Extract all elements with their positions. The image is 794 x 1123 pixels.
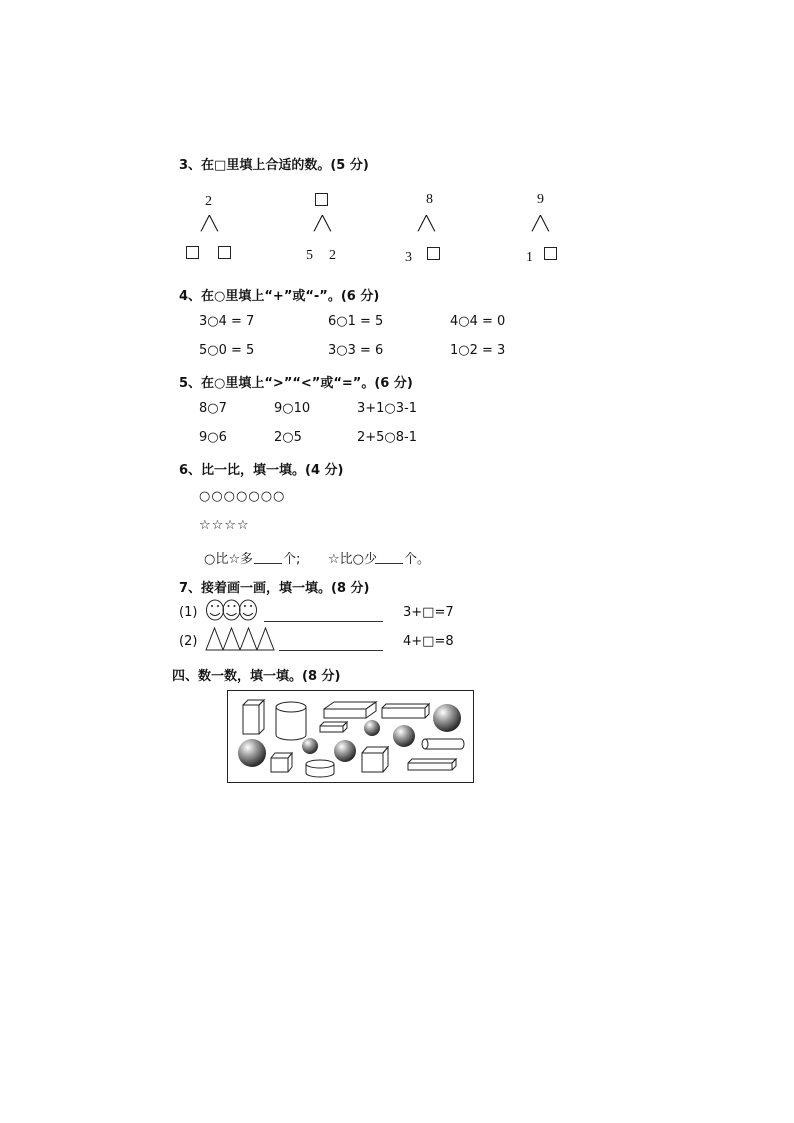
q3-tree2-right: 2: [329, 248, 336, 263]
q5-r1c1: 8○7: [199, 401, 227, 416]
q3-tree3-right-box[interactable]: [427, 247, 440, 260]
q3-tree1-fork: ╱╲: [201, 217, 218, 232]
shapes-picture-frame: [227, 690, 474, 783]
q6-sentence-b-suffix: 个。: [404, 552, 431, 567]
q3-tree4-right-box[interactable]: [544, 247, 557, 260]
geometric-solids-illustration: [228, 691, 473, 782]
q6-blank-b[interactable]: [375, 563, 403, 564]
q3-tree1-top: 2: [205, 194, 212, 209]
q5-title: 5、在○里填上“>”“<”或“=”。(6 分): [179, 376, 413, 391]
triangles-icon: [205, 627, 277, 651]
q4-r1c1: 3○4 = 7: [199, 314, 255, 329]
q6-circles: ○○○○○○○: [199, 489, 286, 504]
q6-sentence-b-prefix: ☆比○少: [328, 552, 377, 567]
q4-r1c2: 6○1 = 5: [328, 314, 384, 329]
q5-r1c3: 3+1○3-1: [357, 401, 418, 416]
q4-r2c2: 3○3 = 6: [328, 343, 384, 358]
q7-item2-draw-line[interactable]: [279, 650, 383, 651]
q5-r1c2: 9○10: [274, 401, 311, 416]
q7-item1-label: (1): [179, 605, 198, 620]
q3-tree3-left: 3: [405, 250, 412, 265]
q3-tree2-left: 5: [306, 248, 313, 263]
q3-tree1-left-box[interactable]: [186, 246, 199, 259]
smiley-faces-icon: [205, 599, 259, 623]
q5-r2c1: 9○6: [199, 430, 227, 445]
q3-tree3-top: 8: [426, 192, 433, 207]
q3-tree2-top-box[interactable]: [315, 193, 328, 206]
q5-r2c2: 2○5: [274, 430, 302, 445]
q3-tree1-right-box[interactable]: [218, 246, 231, 259]
q3-title: 3、在□里填上合适的数。(5 分): [179, 158, 369, 173]
q5-r2c3: 2+5○8-1: [357, 430, 418, 445]
q4-r2c3: 1○2 = 3: [450, 343, 506, 358]
q6-title: 6、比一比，填一填。(4 分): [179, 463, 344, 478]
q4-title: 4、在○里填上“+”或“-”。(6 分): [179, 289, 380, 304]
q6-sentence-a-prefix: ○比☆多: [204, 552, 253, 567]
q3-tree3-fork: ╱╲: [418, 217, 435, 232]
q3-tree4-top: 9: [537, 192, 544, 207]
q7-item1-draw-line[interactable]: [264, 621, 383, 622]
q7-item2-label: (2): [179, 634, 198, 649]
q3-tree4-fork: ╱╲: [532, 217, 549, 232]
q6-stars: ☆☆☆☆: [199, 518, 250, 533]
q6-sentence-a-suffix: 个;: [283, 552, 301, 567]
q3-tree2-fork: ╱╲: [314, 217, 331, 232]
q7-title: 7、接着画一画，填一填。(8 分): [179, 581, 370, 596]
q3-tree4-left: 1: [526, 250, 533, 265]
q8-title: 四、数一数，填一填。(8 分): [172, 669, 341, 684]
q4-r1c3: 4○4 = 0: [450, 314, 506, 329]
q7-item2-equation: 4+□=8: [403, 634, 454, 649]
q7-item1-equation: 3+□=7: [403, 605, 454, 620]
q4-r2c1: 5○0 = 5: [199, 343, 255, 358]
q6-blank-a[interactable]: [254, 563, 282, 564]
